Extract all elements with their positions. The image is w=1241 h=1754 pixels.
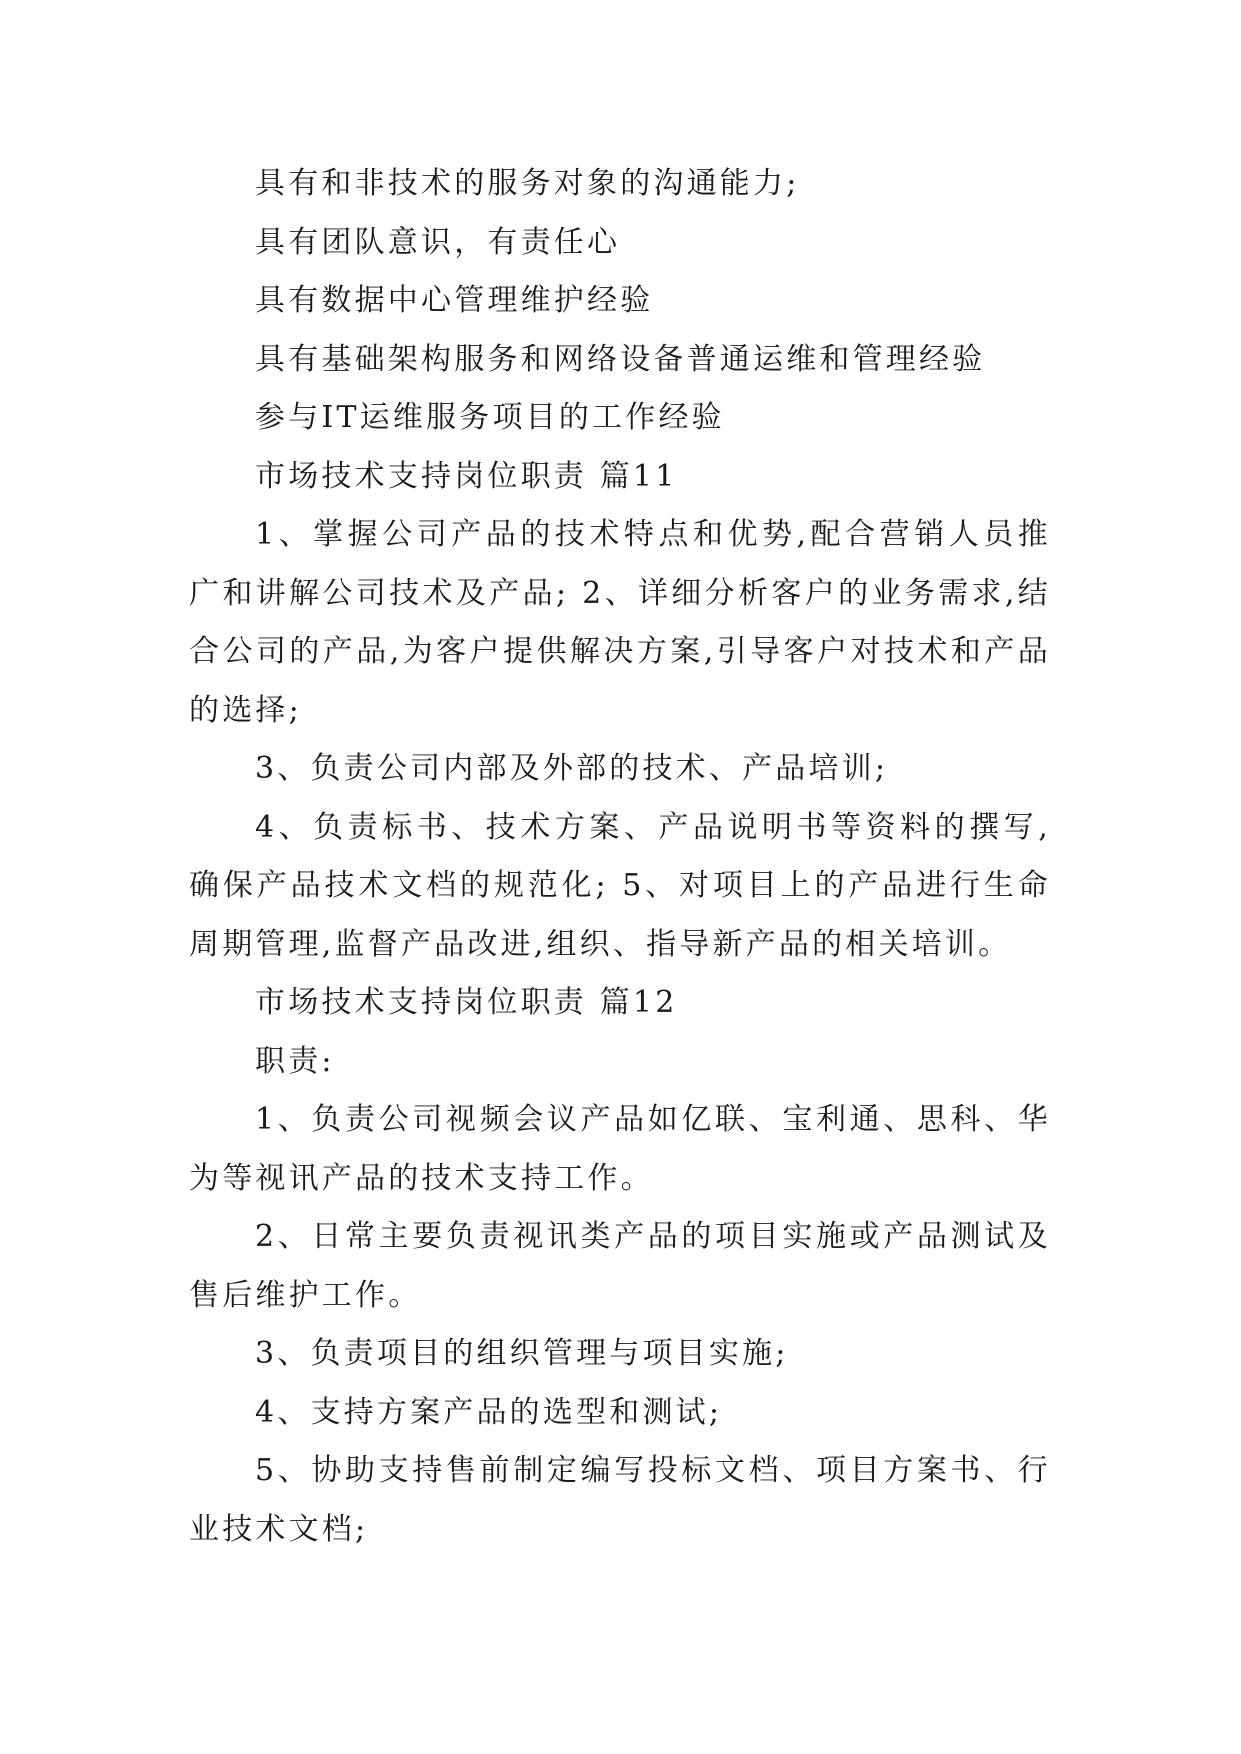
paragraph-duties-label: 职责: (255, 1043, 335, 1079)
paragraph-duty-4-5: 4、负责标书、技术方案、产品说明书等资料的撰写,确保产品技术文档的规范化; 5、对项目上的产品进行生命周期管理,监督产品改进,组织、指导新产品的相关培训。 (189, 809, 1051, 962)
paragraph-it-ops-experience: 参与IT运维服务项目的工作经验 (255, 400, 725, 435)
paragraph-item-3: 3、负责项目的组织管理与项目实施; (255, 1336, 789, 1371)
paragraph-item-1: 1、负责公司视频会议产品如亿联、宝利通、思科、华为等视讯产品的技术支持工作。 (189, 1102, 1051, 1196)
document-body (189, 155, 1051, 1559)
paragraph-item-4: 4、支持方案产品的选型和测试; (255, 1394, 723, 1430)
paragraph-item-5: 5、协助支持售前制定编写投标文档、项目方案书、行业技术文档; (189, 1453, 1051, 1547)
section-heading-12: 市场技术支持岗位职责 篇12 (255, 985, 678, 1020)
paragraph-item-2: 2、日常主要负责视讯类产品的项目实施或产品测试及售后维护工作。 (189, 1219, 1051, 1313)
paragraph-infrastructure-experience: 具有基础架构服务和网络设备普通运维和管理经验 (255, 341, 986, 377)
paragraph-duty-1-2: 1、掌握公司产品的技术特点和优势,配合营销人员推广和讲解公司技术及产品; 2、详细分析客户的业务需求,结合公司的产品,为客户提供解决方案,引导客户对技术和产品的选择; (189, 517, 1051, 728)
paragraph-duty-3: 3、负责公司内部及外部的技术、产品培训; (255, 751, 889, 786)
section-heading-11: 市场技术支持岗位职责 篇11 (255, 458, 678, 494)
paragraph-team-awareness: 具有团队意识，有责任心 (255, 224, 621, 260)
paragraph-datacenter-experience: 具有数据中心管理维护经验 (255, 283, 654, 318)
paragraph-communication-skill: 具有和非技术的服务对象的沟通能力; (255, 166, 800, 201)
